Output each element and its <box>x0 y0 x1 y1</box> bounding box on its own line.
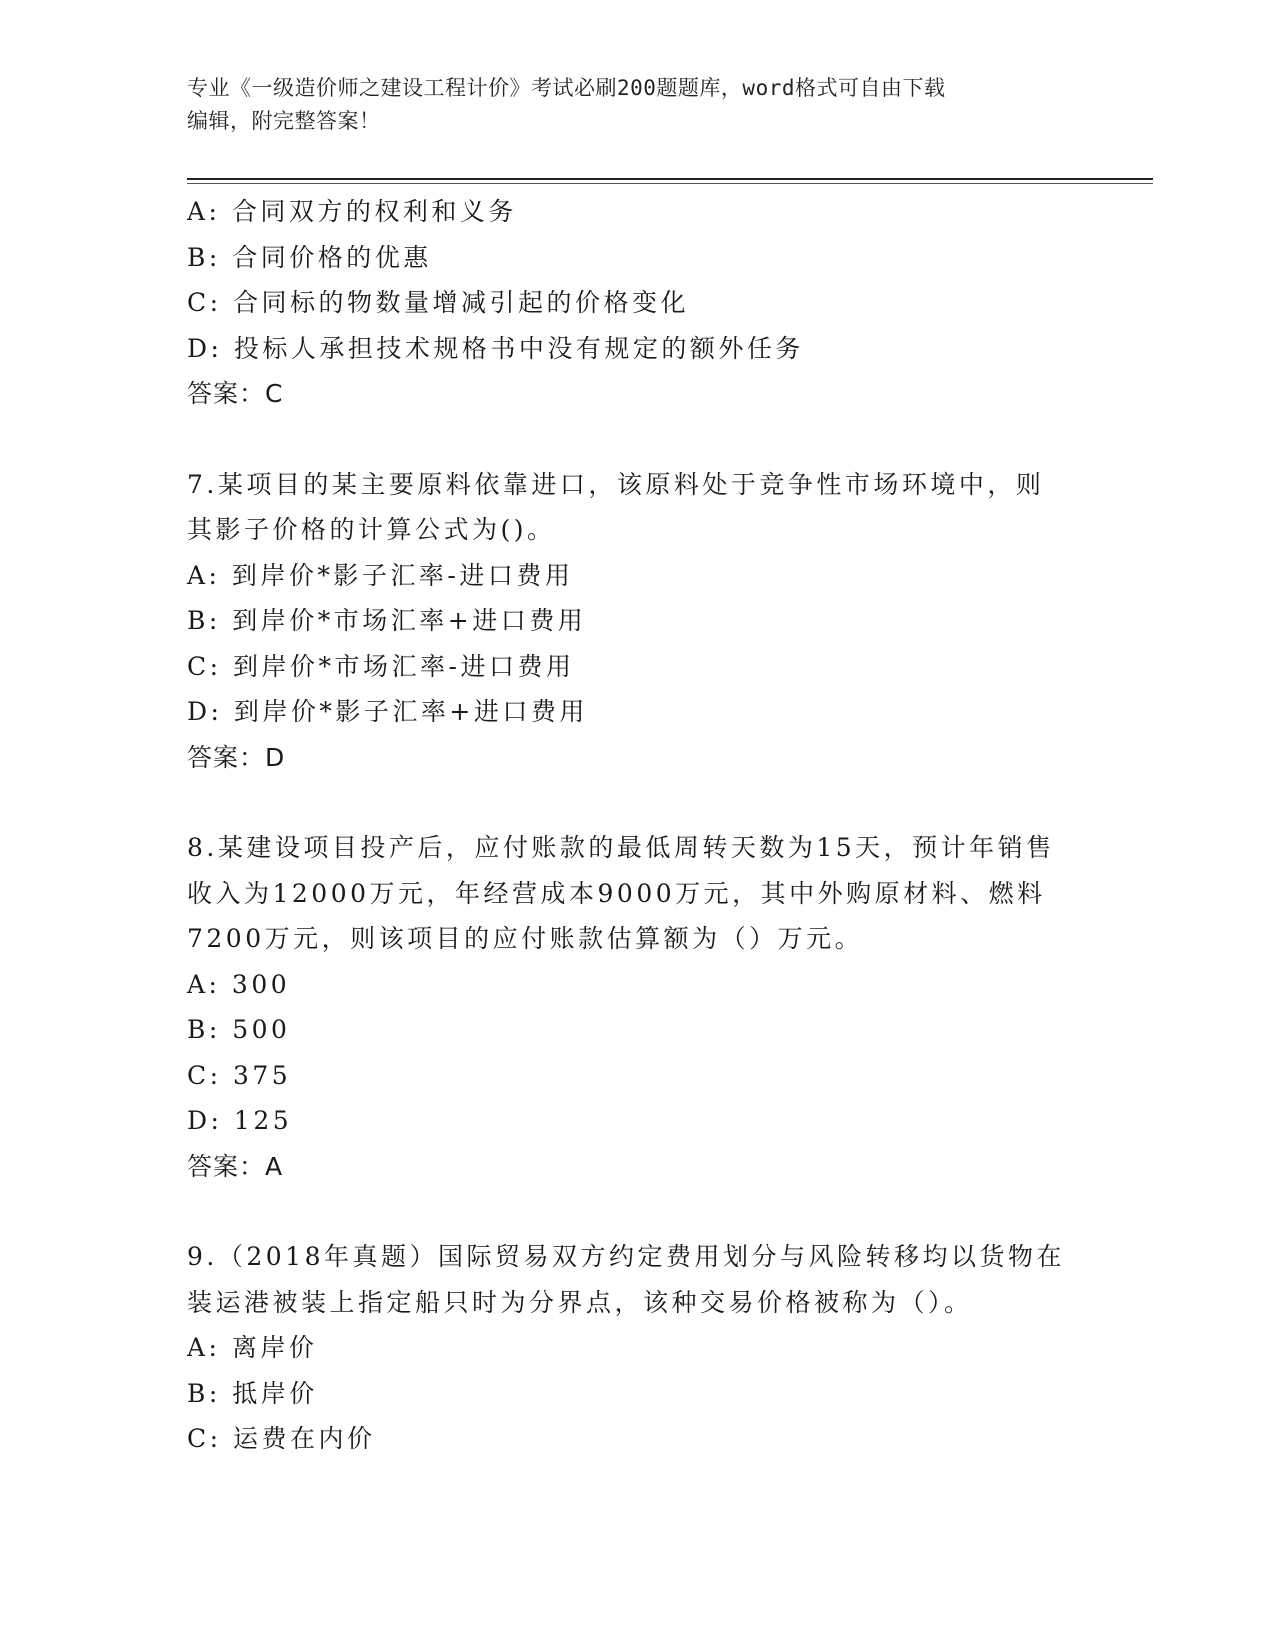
q8-option-d: D: 125 <box>187 1106 293 1135</box>
spacer <box>187 417 1107 462</box>
q9-stem-line-1: 9.（2018年真题）国际贸易双方约定费用划分与风险转移均以货物在 <box>187 1242 1065 1271</box>
question-9 <box>187 1234 1107 1462</box>
q8-stem-line-1: 8.某建设项目投产后，应付账款的最低周转天数为15天，预计年销售 <box>187 833 1055 862</box>
q9-option-a: A: 离岸价 <box>187 1333 318 1362</box>
q7-option-c: C: 到岸价*市场汇率-进口费用 <box>187 651 575 681</box>
q8-stem-line-3: 7200万元，则该项目的应付账款估算额为（）万元。 <box>187 924 864 953</box>
question-7 <box>187 462 1107 781</box>
q9-stem-line-2: 装运港被装上指定船只时为分界点，该种交易价格被称为（）。 <box>187 1287 973 1317</box>
q8-option-b: B: 500 <box>187 1015 291 1044</box>
spacer <box>187 1189 1107 1234</box>
q6-option-a: A: 合同双方的权利和义务 <box>187 197 517 226</box>
q6-answer: 答案：C <box>187 379 284 408</box>
q7-stem-line-1: 7.某项目的某主要原料依靠进口，该原料处于竞争性市场环境中，则 <box>187 469 1045 499</box>
q7-option-b: B: 到岸价*市场汇率+进口费用 <box>187 606 587 635</box>
q6-option-b: B: 合同价格的优惠 <box>187 242 432 272</box>
document-header <box>187 72 1087 138</box>
q8-answer: 答案：A <box>187 1151 284 1181</box>
q7-answer: 答案：D <box>187 742 286 772</box>
question-content <box>187 189 1107 1462</box>
question-6 <box>187 189 1107 417</box>
q7-stem-line-2: 其影子价格的计算公式为()。 <box>187 515 556 544</box>
q8-option-c: C: 375 <box>187 1060 292 1090</box>
header-line-1: 专业《一级造价师之建设工程计价》考试必刷200题题库，word格式可自由下载 <box>187 76 946 100</box>
header-divider <box>187 178 1153 180</box>
q6-option-c: C: 合同标的物数量增减引起的价格变化 <box>187 288 689 317</box>
q8-stem-line-2: 收入为12000万元，年经营成本9000万元，其中外购原材料、燃料 <box>187 878 1046 908</box>
header-divider-thin <box>187 183 1153 184</box>
q8-option-a: A: 300 <box>187 969 291 999</box>
header-line-2: 编辑，附完整答案！ <box>187 109 381 133</box>
q6-option-d: D: 投标人承担技术规格书中没有规定的额外任务 <box>187 333 804 363</box>
question-8 <box>187 825 1107 1189</box>
q9-option-b: B: 抵岸价 <box>187 1378 318 1408</box>
q7-option-a: A: 到岸价*影子汇率-进口费用 <box>187 560 574 590</box>
q7-option-d: D: 到岸价*影子汇率+进口费用 <box>187 697 588 726</box>
spacer <box>187 780 1107 825</box>
q9-option-c: C: 运费在内价 <box>187 1424 376 1453</box>
